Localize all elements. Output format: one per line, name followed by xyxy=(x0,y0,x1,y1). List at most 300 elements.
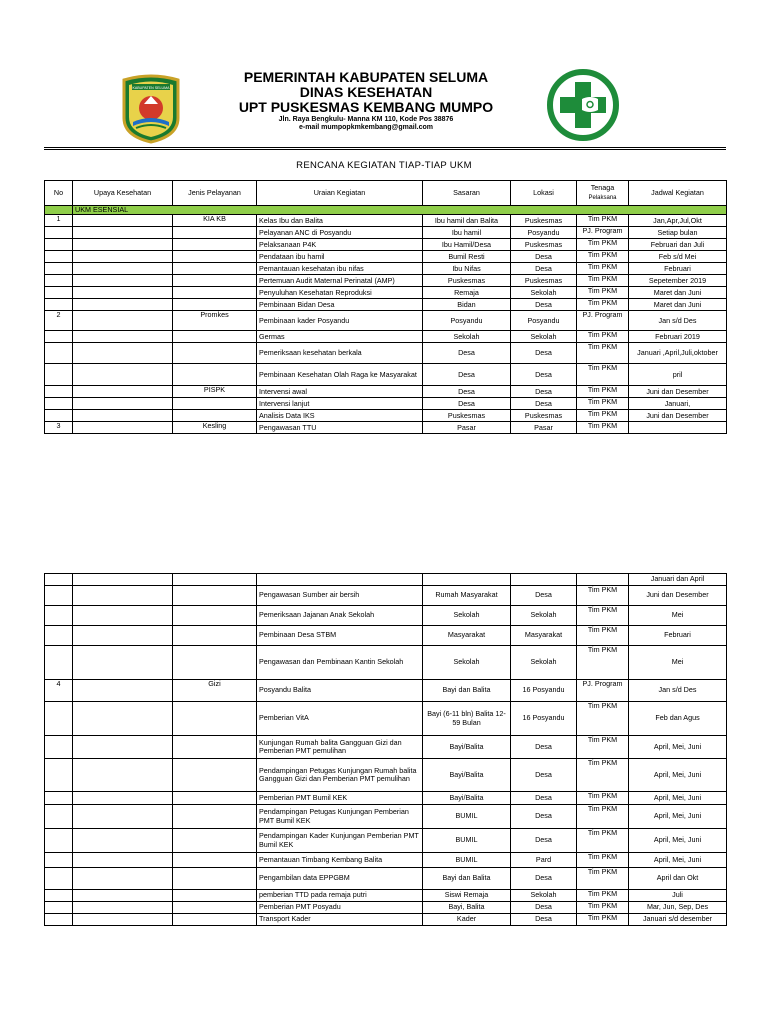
cell-sasaran: Pasar xyxy=(423,422,511,434)
table-row xyxy=(45,902,727,914)
cell-sasaran: Sekolah xyxy=(423,331,511,343)
cell-lokasi: Sekolah xyxy=(511,287,577,299)
letterhead-rule xyxy=(44,147,726,148)
cell-upaya xyxy=(73,914,173,926)
col-header-uraian: Uraian Kegiatan xyxy=(257,181,423,206)
cell-lokasi: Pard xyxy=(511,853,577,868)
cell-jadwal: Maret dan Juni xyxy=(629,287,727,299)
cell-lokasi: 16 Posyandu xyxy=(511,680,577,702)
cell-sasaran: Remaja xyxy=(423,287,511,299)
cell-tenaga: Tim PKM xyxy=(577,386,629,398)
cell-upaya xyxy=(73,287,173,299)
table-row xyxy=(45,287,727,299)
cell-lokasi: Posyandu xyxy=(511,227,577,239)
cell-jadwal: April dan Okt xyxy=(629,868,727,890)
cell-lokasi: Puskesmas xyxy=(511,239,577,251)
cell-lokasi: Desa xyxy=(511,364,577,386)
cell-jadwal xyxy=(629,422,727,434)
cell-tenaga: Tim PKM xyxy=(577,626,629,646)
cell-jadwal: Setiap bulan xyxy=(629,227,727,239)
cell-tenaga: Tim PKM xyxy=(577,364,629,386)
cell-lokasi: Desa xyxy=(511,914,577,926)
cell-upaya xyxy=(73,736,173,759)
cell-sasaran: Bumil Resti xyxy=(423,251,511,263)
cell-jadwal: Jan s/d Des xyxy=(629,680,727,702)
table-row xyxy=(45,829,727,853)
cell-no xyxy=(45,853,73,868)
cell-no xyxy=(45,275,73,287)
cell-upaya xyxy=(73,364,173,386)
cell-no xyxy=(45,646,73,680)
cell-tenaga: PJ. Program xyxy=(577,680,629,702)
cell-uraian: Intervensi lanjut xyxy=(257,398,423,410)
cell-no: 2 xyxy=(45,311,73,331)
cell-sasaran: Desa xyxy=(423,343,511,364)
cell-jenis xyxy=(173,829,257,853)
cell-uraian: Pendataan ibu hamil xyxy=(257,251,423,263)
cell-tenaga: Tim PKM xyxy=(577,331,629,343)
cell-sasaran: Desa xyxy=(423,364,511,386)
cell-uraian: Pendampingan Kader Kunjungan Pemberian PMT Bumil KEK xyxy=(257,829,423,853)
cell-upaya xyxy=(73,829,173,853)
cell-jadwal: Januari s/d desember xyxy=(629,914,727,926)
cell-jadwal: April, Mei, Juni xyxy=(629,759,727,792)
cell-uraian: Pembinaan Desa STBM xyxy=(257,626,423,646)
cell-tenaga: Tim PKM xyxy=(577,702,629,736)
cell-sasaran: Masyarakat xyxy=(423,626,511,646)
cell-uraian xyxy=(257,574,423,586)
cell-lokasi: Puskesmas xyxy=(511,410,577,422)
cell-upaya xyxy=(73,853,173,868)
cell-jenis xyxy=(173,914,257,926)
col-header-tenaga xyxy=(577,181,629,206)
cell-lokasi: Pasar xyxy=(511,422,577,434)
cell-tenaga: Tim PKM xyxy=(577,868,629,890)
cell-jadwal: Februari dan Juli xyxy=(629,239,727,251)
col-header-sasaran: Sasaran xyxy=(423,181,511,206)
cell-tenaga: Tim PKM xyxy=(577,343,629,364)
section-row xyxy=(45,206,727,215)
cell-sasaran: Ibu Nifas xyxy=(423,263,511,275)
cell-no xyxy=(45,759,73,792)
cell-sasaran: BUMIL xyxy=(423,805,511,829)
cell-jenis: Promkes xyxy=(173,311,257,331)
cell-tenaga: Tim PKM xyxy=(577,805,629,829)
table-row xyxy=(45,386,727,398)
header-agency: DINAS KESEHATAN xyxy=(299,84,433,100)
cell-jadwal: April, Mei, Juni xyxy=(629,736,727,759)
cell-no xyxy=(45,914,73,926)
cell-uraian: Pemberian VitA xyxy=(257,702,423,736)
cell-sasaran xyxy=(423,574,511,586)
cell-no xyxy=(45,287,73,299)
cell-lokasi: Sekolah xyxy=(511,890,577,902)
cell-upaya xyxy=(73,626,173,646)
cell-lokasi: Posyandu xyxy=(511,311,577,331)
cell-tenaga: Tim PKM xyxy=(577,646,629,680)
col-header-no: No xyxy=(45,181,73,206)
cell-no xyxy=(45,586,73,606)
col-header-jenis: Jenis Pelayanan xyxy=(173,181,257,206)
table-row xyxy=(45,275,727,287)
cell-jenis xyxy=(173,364,257,386)
cell-lokasi: Desa xyxy=(511,759,577,792)
cell-sasaran: Puskesmas xyxy=(423,410,511,422)
cell-lokasi: Desa xyxy=(511,263,577,275)
seluma-regency-crest-icon xyxy=(118,74,184,144)
cell-sasaran: Bayi (6-11 bln) Balita 12-59 Bulan xyxy=(423,702,511,736)
cell-upaya xyxy=(73,574,173,586)
cell-lokasi: Desa xyxy=(511,586,577,606)
cell-no: 1 xyxy=(45,215,73,227)
cell-jenis xyxy=(173,299,257,311)
cell-uraian: Pengambilan data EPPGBM xyxy=(257,868,423,890)
cell-jenis xyxy=(173,410,257,422)
table-row xyxy=(45,263,727,275)
cell-upaya xyxy=(73,586,173,606)
table-row xyxy=(45,868,727,890)
letterhead xyxy=(0,0,768,160)
cell-jadwal: Juni dan Desember xyxy=(629,410,727,422)
cell-jadwal: Jan,Apr,Jul,Okt xyxy=(629,215,727,227)
cell-uraian: Transport Kader xyxy=(257,914,423,926)
cell-sasaran: Ibu hamil xyxy=(423,227,511,239)
cell-jadwal: Jan s/d Des xyxy=(629,311,727,331)
cell-sasaran: Bidan xyxy=(423,299,511,311)
cell-lokasi: Sekolah xyxy=(511,606,577,626)
cell-sasaran: Siswi Remaja xyxy=(423,890,511,902)
cell-jenis xyxy=(173,574,257,586)
cell-tenaga: Tim PKM xyxy=(577,263,629,275)
cell-jenis xyxy=(173,890,257,902)
header-email: e-mail mumpopkmkembang@gmail.com xyxy=(298,124,434,131)
cell-no xyxy=(45,251,73,263)
cell-upaya xyxy=(73,331,173,343)
table-row xyxy=(45,251,727,263)
col-header-lokasi: Lokasi xyxy=(511,181,577,206)
cell-no xyxy=(45,805,73,829)
cell-uraian: Pemberian PMT Posyadu xyxy=(257,902,423,914)
cell-uraian: Pertemuan Audit Maternal Perinatal (AMP) xyxy=(257,275,423,287)
col-header-tenaga-line1: Tenaga xyxy=(590,183,615,193)
header-address: Jln. Raya Bengkulu- Manna KM 110, Kode Pos 38876 xyxy=(278,116,454,123)
cell-no xyxy=(45,890,73,902)
cell-lokasi: 16 Posyandu xyxy=(511,702,577,736)
cell-lokasi: Masyarakat xyxy=(511,626,577,646)
cell-tenaga: Tim PKM xyxy=(577,287,629,299)
cell-sasaran: Bayi dan Balita xyxy=(423,868,511,890)
cell-jenis xyxy=(173,343,257,364)
cell-lokasi: Puskesmas xyxy=(511,215,577,227)
cell-tenaga: Tim PKM xyxy=(577,736,629,759)
puskesmas-cross-icon xyxy=(546,68,620,142)
cell-no xyxy=(45,902,73,914)
cell-jenis xyxy=(173,792,257,805)
cell-no xyxy=(45,410,73,422)
cell-sasaran: Desa xyxy=(423,386,511,398)
document-title: RENCANA KEGIATAN TIAP-TIAP UKM xyxy=(296,160,472,171)
cell-jadwal: Juni dan Desember xyxy=(629,386,727,398)
cell-uraian: Pelayanan ANC di Posyandu xyxy=(257,227,423,239)
section-label: UKM ESENSIAL xyxy=(73,206,727,215)
cell-upaya xyxy=(73,868,173,890)
cell-lokasi: Desa xyxy=(511,792,577,805)
letterhead-rule-2 xyxy=(44,149,726,150)
cell-upaya xyxy=(73,702,173,736)
cell-lokasi: Desa xyxy=(511,343,577,364)
table-row xyxy=(45,890,727,902)
cell-uraian: Pembinaan Kesehatan Olah Raga ke Masyarakat xyxy=(257,364,423,386)
cell-jenis: Kesling xyxy=(173,422,257,434)
cell-jenis xyxy=(173,805,257,829)
cell-tenaga: Tim PKM xyxy=(577,299,629,311)
cell-no xyxy=(45,227,73,239)
cell-sasaran: Rumah Masyarakat xyxy=(423,586,511,606)
cell-tenaga: Tim PKM xyxy=(577,606,629,626)
cell-tenaga: Tim PKM xyxy=(577,853,629,868)
cell-no xyxy=(45,702,73,736)
cell-no xyxy=(45,398,73,410)
cell-no xyxy=(45,736,73,759)
cell-tenaga: Tim PKM xyxy=(577,410,629,422)
header-unit: UPT PUSKESMAS KEMBANG MUMPO xyxy=(238,99,494,115)
cell-jadwal: April, Mei, Juni xyxy=(629,853,727,868)
cell-upaya xyxy=(73,680,173,702)
cell-no xyxy=(45,792,73,805)
cell-uraian: Pendampingan Petugas Kunjungan Rumah balita Gangguan Gizi dan Pemberian PMT pemulihan xyxy=(257,759,423,792)
cell-no xyxy=(45,364,73,386)
cell-upaya xyxy=(73,410,173,422)
cell-sasaran: Bayi dan Balita xyxy=(423,680,511,702)
cell-jenis xyxy=(173,868,257,890)
cell-jenis xyxy=(173,331,257,343)
table-row xyxy=(45,364,727,386)
table-row xyxy=(45,410,727,422)
cell-upaya xyxy=(73,343,173,364)
cell-tenaga: Tim PKM xyxy=(577,914,629,926)
cell-jadwal: Juli xyxy=(629,890,727,902)
table-row xyxy=(45,606,727,626)
cell-lokasi: Desa xyxy=(511,736,577,759)
cell-jenis xyxy=(173,626,257,646)
table-row xyxy=(45,702,727,736)
cell-jenis xyxy=(173,759,257,792)
cell-upaya xyxy=(73,759,173,792)
cell-upaya xyxy=(73,805,173,829)
cell-tenaga: Tim PKM xyxy=(577,890,629,902)
table-row xyxy=(45,299,727,311)
cell-tenaga: Tim PKM xyxy=(577,422,629,434)
cell-tenaga: Tim PKM xyxy=(577,398,629,410)
col-header-upaya: Upaya Kesehatan xyxy=(73,181,173,206)
cell-upaya xyxy=(73,251,173,263)
cell-upaya xyxy=(73,215,173,227)
cell-sasaran: Sekolah xyxy=(423,646,511,680)
table-row xyxy=(45,574,727,586)
cell-jadwal: April, Mei, Juni xyxy=(629,792,727,805)
cell-uraian: pemberian TTD pada remaja putri xyxy=(257,890,423,902)
cell-lokasi: Desa xyxy=(511,868,577,890)
cell-sasaran: BUMIL xyxy=(423,829,511,853)
cell-no xyxy=(45,299,73,311)
table-row xyxy=(45,626,727,646)
cell-jenis xyxy=(173,646,257,680)
cell-lokasi: Desa xyxy=(511,805,577,829)
cell-jenis: KIA KB xyxy=(173,215,257,227)
table-row xyxy=(45,680,727,702)
cell-uraian: Posyandu Balita xyxy=(257,680,423,702)
cell-jenis xyxy=(173,239,257,251)
cell-jadwal: Sepetember 2019 xyxy=(629,275,727,287)
cell-uraian: Pengawasan dan Pembinaan Kantin Sekolah xyxy=(257,646,423,680)
cell-tenaga: PJ. Program xyxy=(577,227,629,239)
cell-uraian: Pendampingan Petugas Kunjungan Pemberian PMT Bumil KEK xyxy=(257,805,423,829)
table-header-row xyxy=(45,181,727,206)
cell-jadwal: April, Mei, Juni xyxy=(629,829,727,853)
cell-no xyxy=(45,574,73,586)
cell-lokasi: Sekolah xyxy=(511,331,577,343)
cell-tenaga: Tim PKM xyxy=(577,586,629,606)
cell-tenaga: Tim PKM xyxy=(577,251,629,263)
cell-uraian: Pembinaan kader Posyandu xyxy=(257,311,423,331)
cell-uraian: Pemantauan Timbang Kembang Balita xyxy=(257,853,423,868)
cell-jadwal: Feb dan Agus xyxy=(629,702,727,736)
cell-jadwal: Mar, Jun, Sep, Des xyxy=(629,902,727,914)
cell-sasaran: Posyandu xyxy=(423,311,511,331)
cell-upaya xyxy=(73,646,173,680)
cell-uraian: Pelaksanaan P4K xyxy=(257,239,423,251)
cell-sasaran: Ibu Hamil/Desa xyxy=(423,239,511,251)
col-header-tenaga-line2: Pelaksana xyxy=(588,194,617,201)
cell-lokasi: Desa xyxy=(511,398,577,410)
cell-no xyxy=(45,829,73,853)
cell-upaya xyxy=(73,792,173,805)
cell-jadwal: pril xyxy=(629,364,727,386)
cell-jadwal: Mei xyxy=(629,646,727,680)
cell-no xyxy=(45,239,73,251)
cell-sasaran: Puskesmas xyxy=(423,275,511,287)
cell-no xyxy=(45,263,73,275)
crest-text: KABUPATEN SELUMA xyxy=(132,86,170,90)
cell-sasaran: Ibu hamil dan Balita xyxy=(423,215,511,227)
cell-tenaga xyxy=(577,574,629,586)
cell-uraian: Pembinaan Bidan Desa xyxy=(257,299,423,311)
cell-uraian: Analisis Data IKS xyxy=(257,410,423,422)
cell-upaya xyxy=(73,902,173,914)
cell-tenaga: Tim PKM xyxy=(577,759,629,792)
cell-upaya xyxy=(73,606,173,626)
cell-sasaran: Desa xyxy=(423,398,511,410)
cell-jenis xyxy=(173,275,257,287)
table-row xyxy=(45,311,727,331)
cell-lokasi xyxy=(511,574,577,586)
cell-tenaga: Tim PKM xyxy=(577,902,629,914)
cell-jadwal: Januari, xyxy=(629,398,727,410)
cell-jenis xyxy=(173,606,257,626)
cell-uraian: Pemeriksaan kesehatan berkala xyxy=(257,343,423,364)
cell-jenis xyxy=(173,902,257,914)
cell-lokasi: Desa xyxy=(511,251,577,263)
cell-upaya xyxy=(73,398,173,410)
cell-no xyxy=(45,386,73,398)
table-row xyxy=(45,398,727,410)
cell-jadwal: Mei xyxy=(629,606,727,626)
cell-upaya xyxy=(73,386,173,398)
cell-lokasi: Desa xyxy=(511,902,577,914)
cell-uraian: Kunjungan Rumah balita Gangguan Gizi dan Pemberian PMT pemulihan xyxy=(257,736,423,759)
cell-jenis xyxy=(173,263,257,275)
cell-tenaga: Tim PKM xyxy=(577,792,629,805)
table-row xyxy=(45,736,727,759)
cell-upaya xyxy=(73,239,173,251)
cell-uraian: Kelas Ibu dan Balita xyxy=(257,215,423,227)
cell-jenis xyxy=(173,287,257,299)
cell-jenis xyxy=(173,736,257,759)
cell-uraian: Germas xyxy=(257,331,423,343)
cell-jenis xyxy=(173,702,257,736)
cell-sasaran: Bayi/Balita xyxy=(423,792,511,805)
cell-uraian: Pengawasan TTU xyxy=(257,422,423,434)
cell-upaya xyxy=(73,275,173,287)
cell-sasaran: Sekolah xyxy=(423,606,511,626)
cell-jadwal: Februari xyxy=(629,626,727,646)
cell-upaya xyxy=(73,311,173,331)
cell-jadwal: Februari 2019 xyxy=(629,331,727,343)
cell-lokasi: Desa xyxy=(511,386,577,398)
cell-tenaga: Tim PKM xyxy=(577,275,629,287)
cell-sasaran: BUMIL xyxy=(423,853,511,868)
cell-jenis xyxy=(173,251,257,263)
cell-no xyxy=(45,331,73,343)
cell-lokasi: Sekolah xyxy=(511,646,577,680)
cell-jenis xyxy=(173,398,257,410)
table-row xyxy=(45,759,727,792)
cell-uraian: Pemeriksaan Jajanan Anak Sekolah xyxy=(257,606,423,626)
table-row xyxy=(45,239,727,251)
cell-jadwal: Juni dan Desember xyxy=(629,586,727,606)
table-row xyxy=(45,227,727,239)
header-government: PEMERINTAH KABUPATEN SELUMA xyxy=(243,69,489,85)
cell-jenis: Gizi xyxy=(173,680,257,702)
cell-uraian: Intervensi awal xyxy=(257,386,423,398)
cell-sasaran: Bayi/Balita xyxy=(423,736,511,759)
cell-jadwal: Feb s/d Mei xyxy=(629,251,727,263)
cell-tenaga: Tim PKM xyxy=(577,829,629,853)
cell-uraian: Penyuluhan Kesehatan Reproduksi xyxy=(257,287,423,299)
cell-no xyxy=(45,606,73,626)
cell-no xyxy=(45,868,73,890)
table-row xyxy=(45,646,727,680)
cell-jadwal: Februari xyxy=(629,263,727,275)
table-row xyxy=(45,343,727,364)
cell-jadwal: April, Mei, Juni xyxy=(629,805,727,829)
cell-uraian: Pemantauan kesehatan ibu nifas xyxy=(257,263,423,275)
col-header-jadwal: Jadwal Kegiatan xyxy=(629,181,727,206)
activity-table-page-1 xyxy=(44,180,727,434)
cell-tenaga: Tim PKM xyxy=(577,239,629,251)
cell-sasaran: Kader xyxy=(423,914,511,926)
cell-lokasi: Puskesmas xyxy=(511,275,577,287)
cell-jadwal: Januari dan April xyxy=(629,574,727,586)
cell-upaya xyxy=(73,227,173,239)
cell-uraian: Pemberian PMT Bumil KEK xyxy=(257,792,423,805)
cell-jenis xyxy=(173,853,257,868)
table-row xyxy=(45,215,727,227)
cell-no xyxy=(45,343,73,364)
cell-jadwal: Maret dan Juni xyxy=(629,299,727,311)
cell-sasaran: Bayi/Balita xyxy=(423,759,511,792)
table-row xyxy=(45,805,727,829)
